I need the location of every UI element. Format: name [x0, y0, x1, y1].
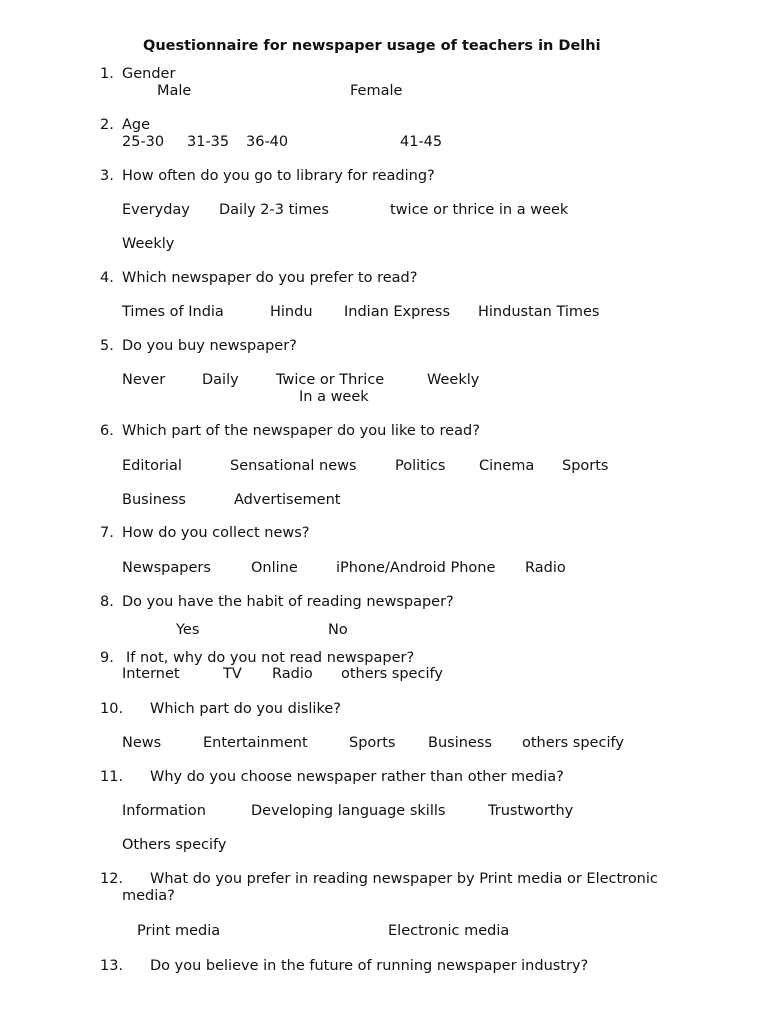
question-number: 13.: [100, 958, 124, 974]
option: Weekly: [122, 236, 175, 252]
question-text: How often do you go to library for reading?: [122, 168, 435, 184]
option: others specify: [522, 735, 624, 751]
option: Editorial: [122, 458, 182, 474]
question-number: 7.: [100, 525, 114, 541]
option: Twice or Thrice: [276, 372, 385, 388]
option: Radio: [272, 666, 313, 682]
question-number: 1.: [100, 66, 114, 82]
option: Information: [122, 803, 206, 819]
option: Politics: [395, 458, 446, 474]
option: In a week: [299, 389, 369, 405]
option: Entertainment: [203, 735, 308, 751]
option: twice or thrice in a week: [390, 202, 569, 218]
option: Male: [157, 83, 192, 99]
option: Yes: [176, 622, 200, 638]
option: Internet: [122, 666, 180, 682]
option: Weekly: [427, 372, 480, 388]
option: Sports: [349, 735, 396, 751]
question-text: Which part of the newspaper do you like to read?: [122, 423, 480, 439]
option: News: [122, 735, 162, 751]
option: Daily: [202, 372, 239, 388]
question-text: Age: [122, 117, 151, 133]
option: Sports: [562, 458, 609, 474]
option: Trustworthy: [488, 803, 574, 819]
option: Daily 2-3 times: [219, 202, 329, 218]
option: Hindu: [270, 304, 313, 320]
question-number: 9.: [100, 650, 114, 666]
question-number: 8.: [100, 594, 114, 610]
option: others specify: [341, 666, 443, 682]
question-text: Do you have the habit of reading newspaper?: [122, 594, 454, 610]
question-text: Why do you choose newspaper rather than other media?: [150, 769, 564, 785]
option: Developing language skills: [251, 803, 446, 819]
question-text: What do you prefer in reading newspaper by Print media or Electronic: [150, 871, 658, 887]
question-number: 10.: [100, 701, 124, 717]
option: Business: [428, 735, 492, 751]
option: Online: [251, 560, 298, 576]
option: Electronic media: [388, 923, 510, 939]
option: iPhone/Android Phone: [336, 560, 496, 576]
option: Sensational news: [230, 458, 357, 474]
option: Times of India: [122, 304, 224, 320]
question-text: Do you believe in the future of running newspaper industry?: [150, 958, 589, 974]
option: 31-35: [187, 134, 230, 150]
question-text: How do you collect news?: [122, 525, 310, 541]
question-text: Which newspaper do you prefer to read?: [122, 270, 418, 286]
question-number: 11.: [100, 769, 124, 785]
question-number: 12.: [100, 871, 124, 887]
question-number: 6.: [100, 423, 114, 439]
question-number: 5.: [100, 338, 114, 354]
option: No: [328, 622, 348, 638]
question-number: 2.: [100, 117, 114, 133]
option: Never: [122, 372, 166, 388]
option: 36-40: [246, 134, 289, 150]
question-text: Gender: [122, 66, 176, 82]
option: TV: [223, 666, 242, 682]
question-number: 3.: [100, 168, 114, 184]
option: 41-45: [400, 134, 443, 150]
question-number: 4.: [100, 270, 114, 286]
page-title: Questionnaire for newspaper usage of teachers in Delhi: [143, 38, 601, 54]
question-text: Which part do you dislike?: [150, 701, 341, 717]
question-text-continued: media?: [122, 888, 175, 904]
option: Hindustan Times: [478, 304, 600, 320]
option: Cinema: [479, 458, 535, 474]
question-text: Do you buy newspaper?: [122, 338, 297, 354]
option: Female: [350, 83, 403, 99]
question-text: If not, why do you not read newspaper?: [126, 650, 415, 666]
option: 25-30: [122, 134, 165, 150]
option: Everyday: [122, 202, 190, 218]
option: Radio: [525, 560, 566, 576]
option: Others specify: [122, 837, 227, 853]
option: Business: [122, 492, 186, 508]
option: Advertisement: [234, 492, 341, 508]
option: Newspapers: [122, 560, 211, 576]
option: Print media: [137, 923, 221, 939]
option: Indian Express: [344, 304, 451, 320]
